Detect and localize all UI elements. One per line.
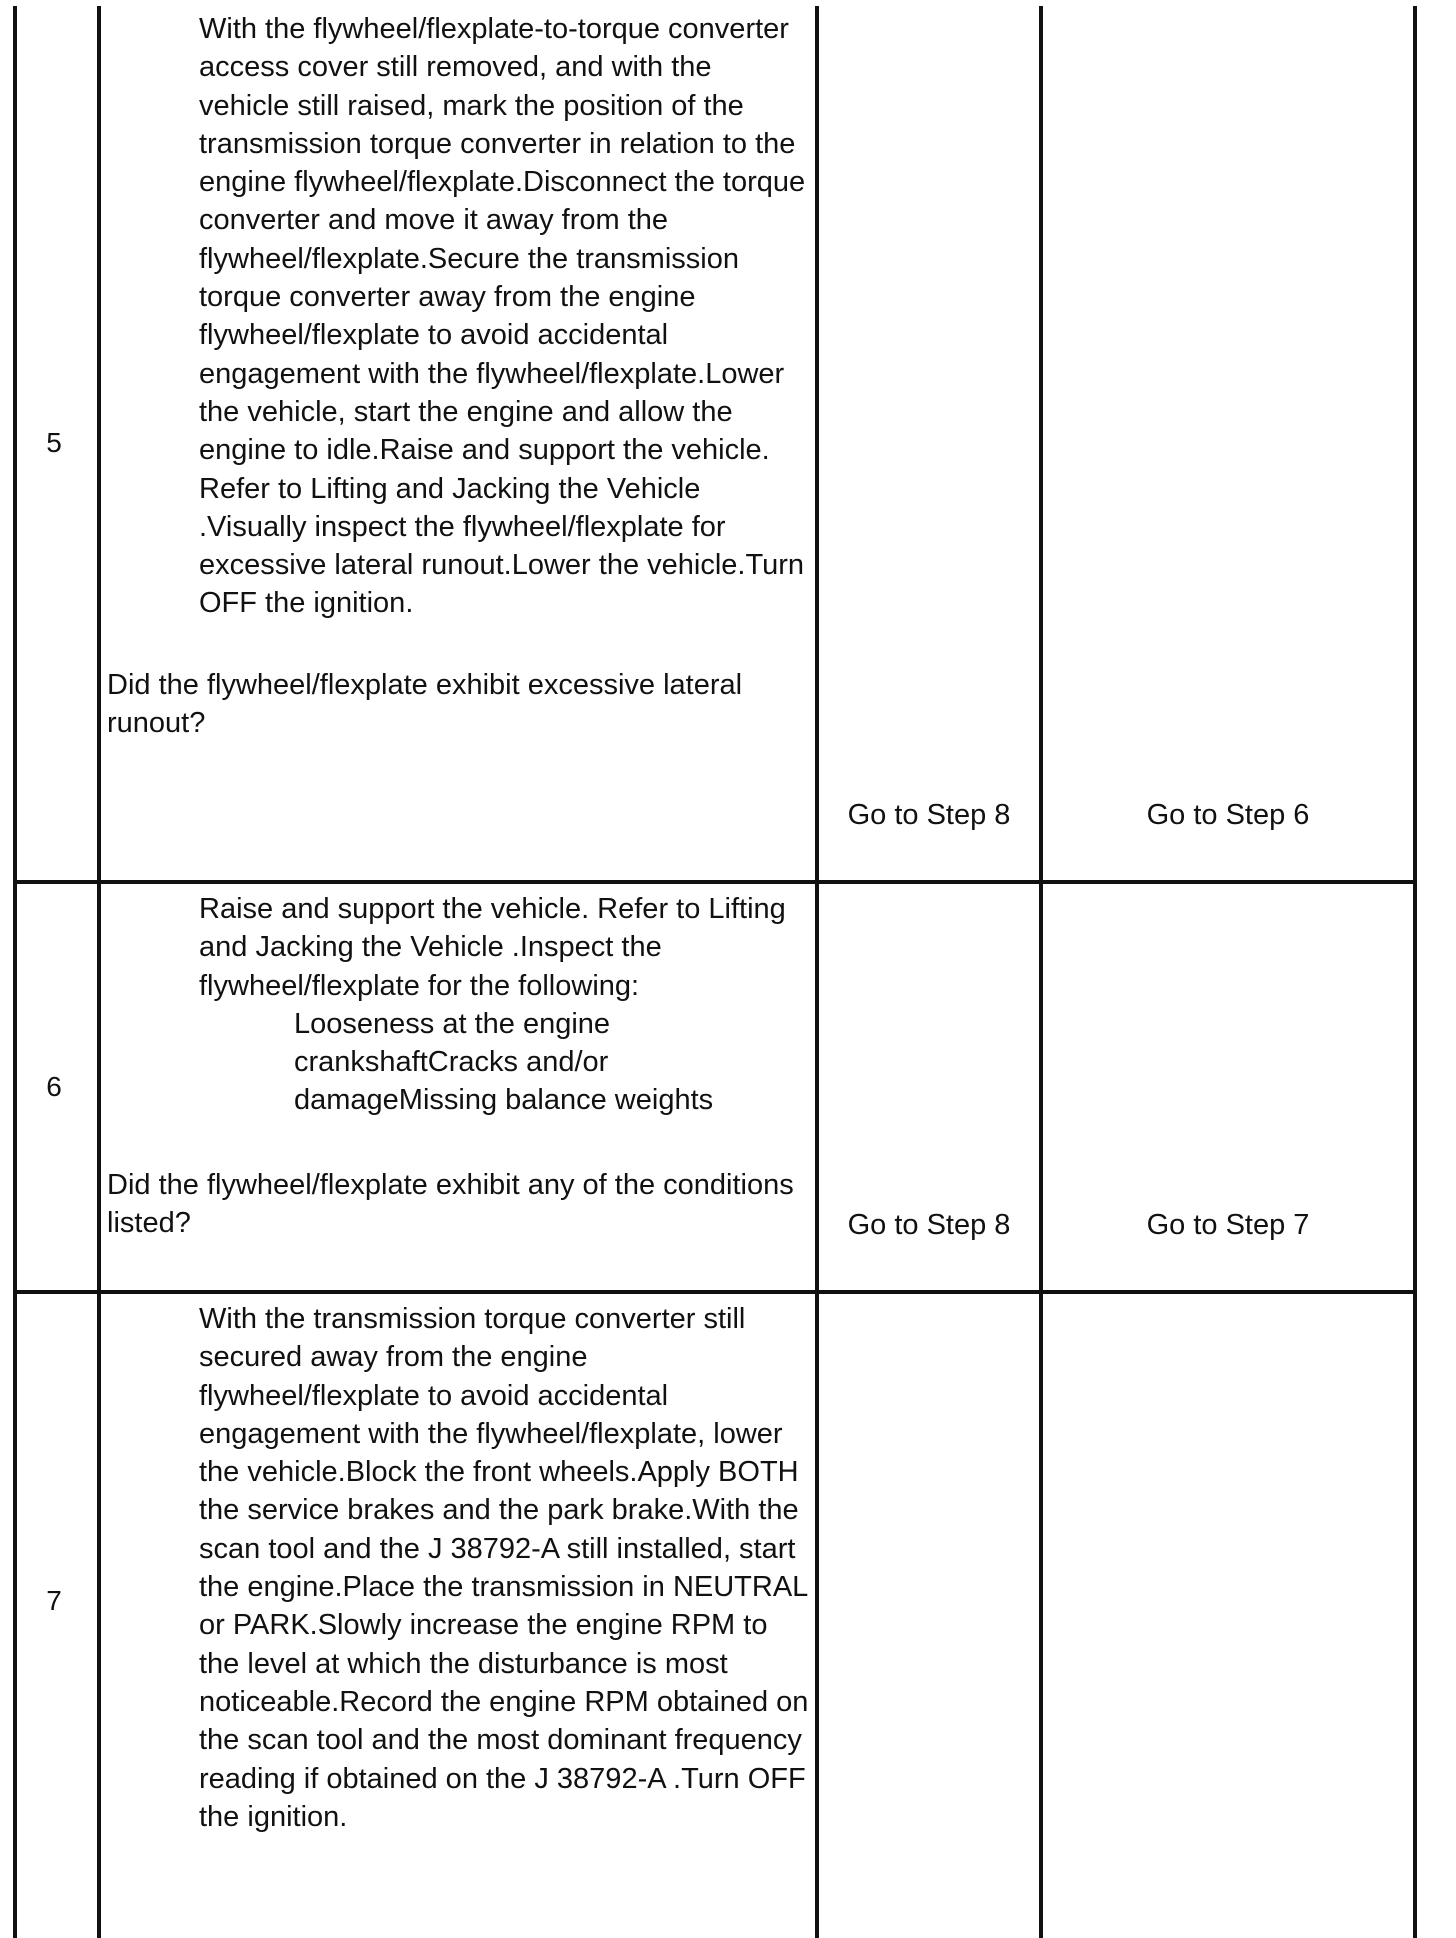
yes-result: Go to Step 8 bbox=[847, 1209, 1011, 1241]
step-number: 6 bbox=[46, 1071, 62, 1102]
question-text: Did the flywheel/flexplate exhibit any of the conditions listed? bbox=[107, 1168, 794, 1240]
action-cell bbox=[99, 1292, 817, 1938]
no-result: Go to Step 7 bbox=[1146, 1209, 1310, 1241]
table-row bbox=[15, 1292, 1415, 1938]
yes-cell bbox=[817, 882, 1041, 1292]
action-cell bbox=[99, 882, 817, 1292]
no-cell bbox=[1041, 1292, 1415, 1938]
action-cell bbox=[99, 6, 817, 882]
yes-cell bbox=[817, 1292, 1041, 1938]
action-text: With the transmission torque converter still secured away from the engine flywheel/flexplate to avoid accidental engagement with the flywheel/flexplate, lower the vehicle.Block the front wheels.Apply BOTH the service brakes and the park brake.With the scan tool and the J 38792-A still installed, start the engine.Place the transmission in NEUTRAL or PARK.Slowly increase the engine RPM to the level at which the disturbance is most noticeable.Record the engine RPM obtained on the scan tool and the most dominant frequency reading if obtained on the J 38792-A .Turn OFF the ignition. bbox=[199, 1303, 809, 1833]
sub-action-text: Looseness at the engine crankshaftCracks and/or damageMissing balance weights bbox=[294, 1007, 714, 1117]
sub-action-wrap bbox=[101, 1005, 815, 1120]
no-result bbox=[1043, 1890, 1413, 1938]
step-cell bbox=[15, 6, 99, 882]
question-text: Did the flywheel/flexplate exhibit excessive lateral runout? bbox=[107, 668, 743, 740]
yes-result: Go to Step 8 bbox=[847, 799, 1011, 831]
step-number: 7 bbox=[46, 1585, 62, 1616]
diagnostic-table bbox=[13, 6, 1417, 1938]
yes-result bbox=[819, 1890, 1039, 1938]
no-result: Go to Step 6 bbox=[1146, 799, 1310, 831]
step-number: 5 bbox=[46, 427, 62, 458]
step-cell bbox=[15, 1292, 99, 1938]
no-cell bbox=[1041, 6, 1415, 882]
yes-cell bbox=[817, 6, 1041, 882]
step-cell bbox=[15, 882, 99, 1292]
action-text: Raise and support the vehicle. Refer to Lifting and Jacking the Vehicle .Inspect the flywheel/flexplate for the following: bbox=[199, 893, 786, 1002]
action-text: With the flywheel/flexplate-to-torque converter access cover still removed, and with the vehicle still raised, mark the position of the transmission torque converter in relation to the engine flywheel/flexplate.Disconnect the torque converter and move it away from the flywheel/flexplate.Secure the transmission torque converter away from the engine flywheel/flexplate to avoid accidental engagement with the flywheel/flexplate.Lower the vehicle, start the engine and allow the engine to idle.Raise and support the vehicle. Refer to Lifting and Jacking the Vehicle .Visually inspect the flywheel/flexplate for excessive lateral runout.Lower the vehicle.Turn OFF the ignition. bbox=[199, 13, 806, 620]
no-cell bbox=[1041, 882, 1415, 1292]
table-row bbox=[15, 6, 1415, 882]
table-row bbox=[15, 882, 1415, 1292]
